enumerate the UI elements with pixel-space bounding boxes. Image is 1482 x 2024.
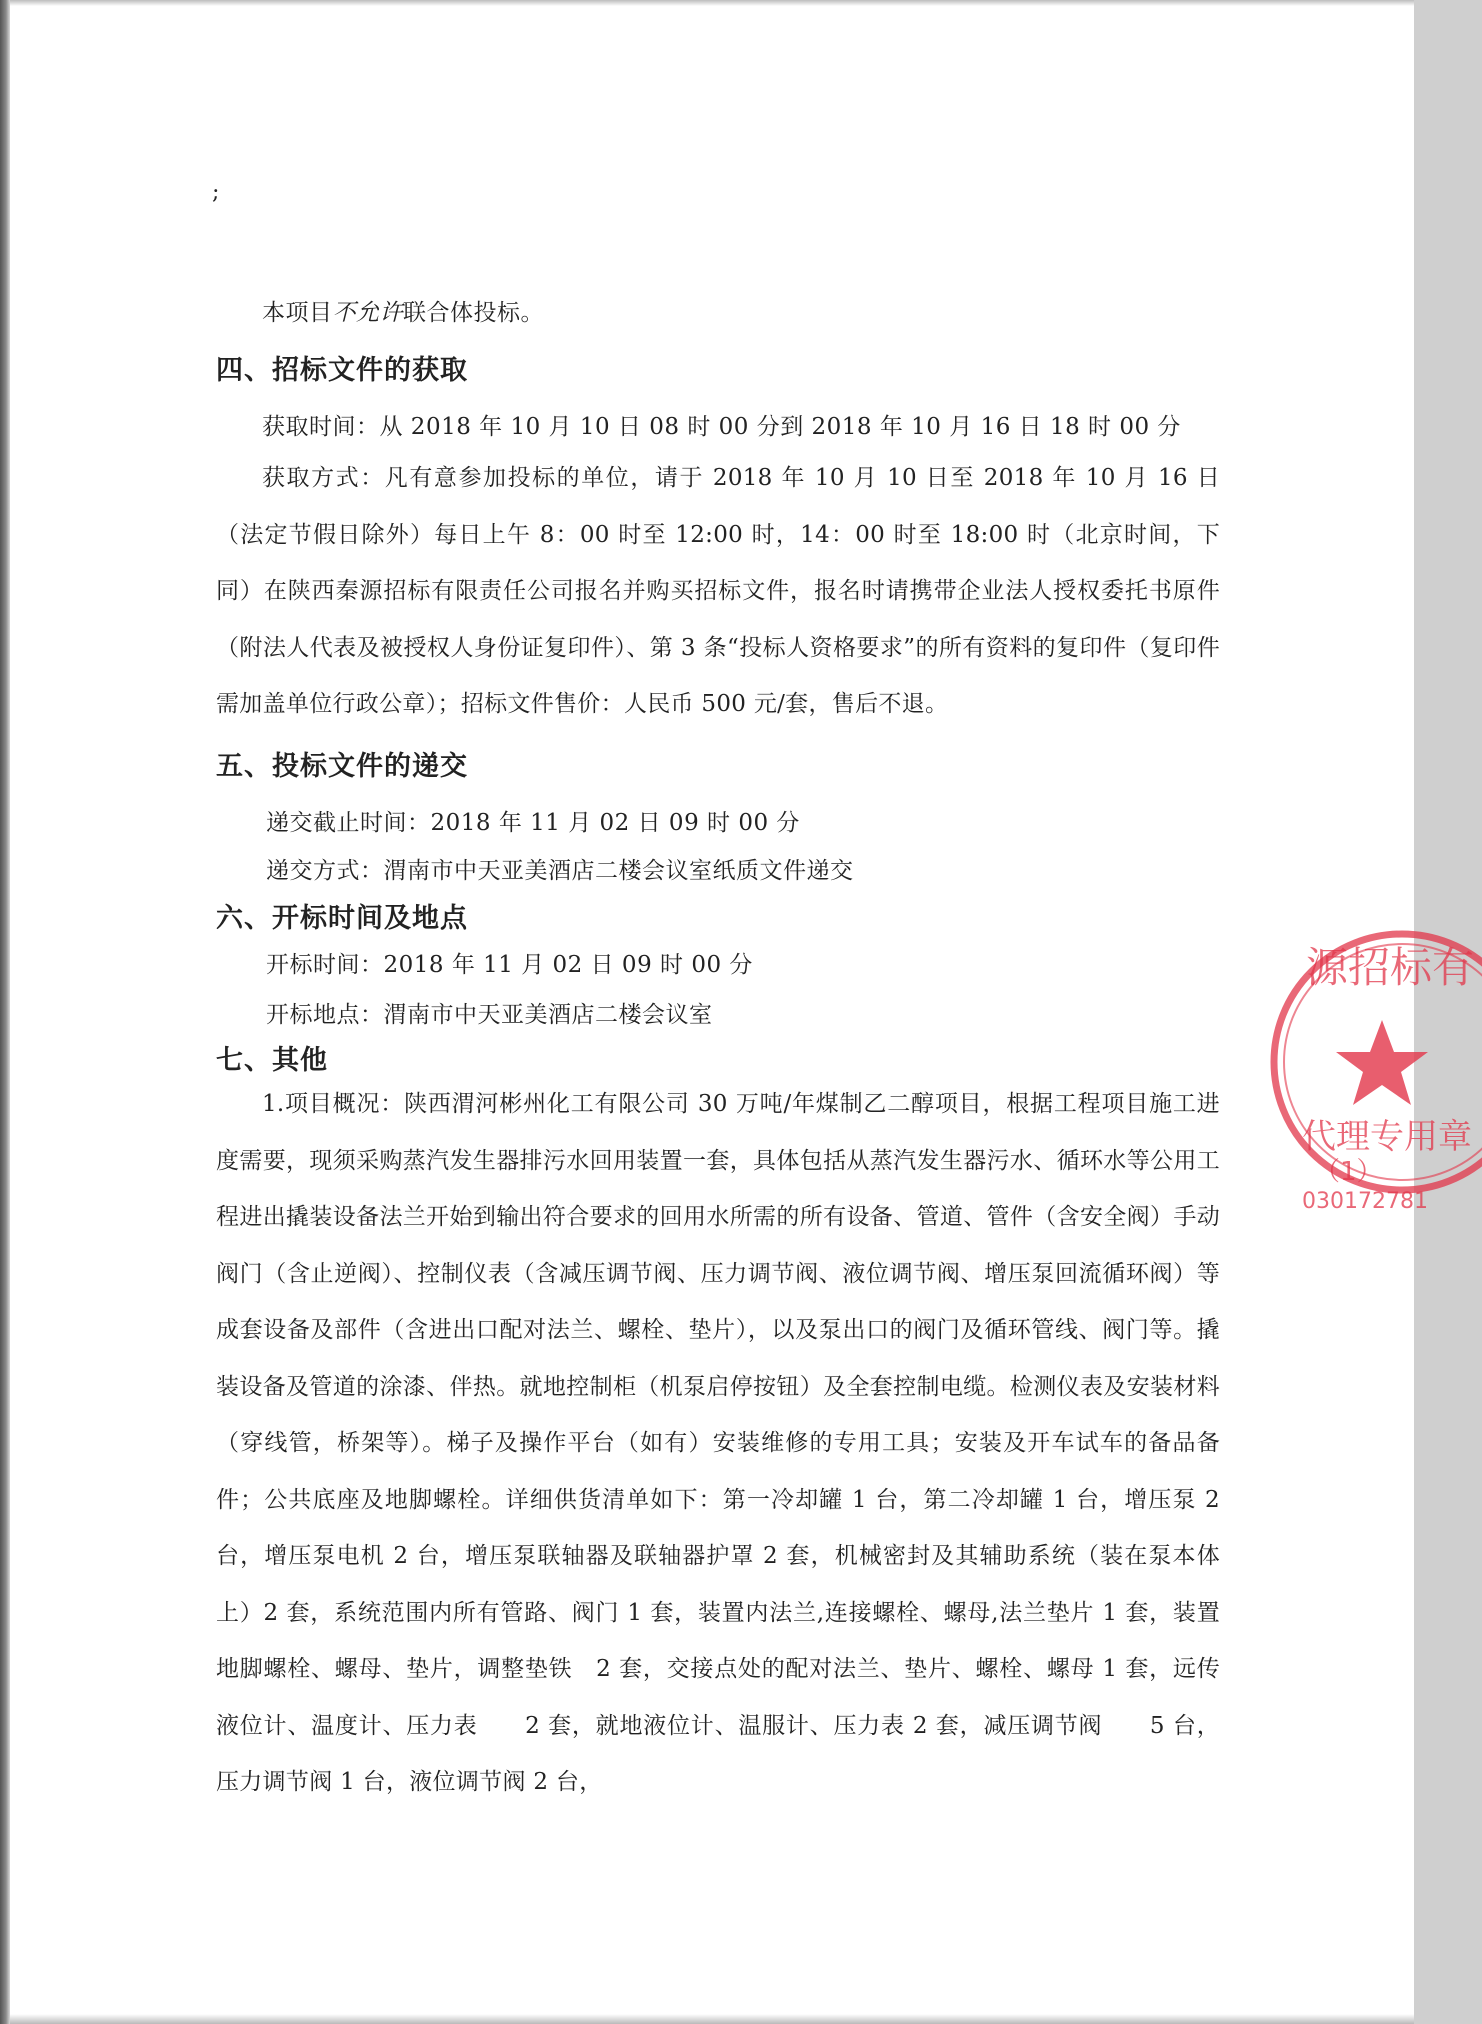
consortium-suffix: 联合体投标。 bbox=[403, 300, 544, 326]
section-7-heading: 七、其他 bbox=[216, 1045, 328, 1076]
section-7-overview: 1.项目概况：陕西渭河彬州化工有限公司 30 万吨/年煤制乙二醇项目，根据工程项目施工进度需要，现须采购蒸汽发生器排污水回用装置一套，具体包括从蒸汽发生器污水、循环水等公用工程进出撬装设备法兰开始到输出符合要求的回用水所需的所有设备、管道、管件（含安全阀）手动阀门（含止逆阀）、控制仪表（含减压调节阀、压力调节阀、液位调节阀、增压泵回流循环阀）等成套设备及部件（含进出口配对法兰、螺栓、垫片），以及泵出口的阀门及循环管线、阀门等。撬装设备及管道的涂漆、伴热。就地控制柜（机泵启停按钮）及全套控制电缆。检测仪表及安装材料（穿线管，桥架等）。梯子及操作平台（如有）安装维修的专用工具；安装及开车试车的备品备件；公共底座及地脚螺栓。详细供货清单如下：第一冷却罐 1 台，第二冷却罐 1 台，增压泵 2 台，增压泵电机 2 台，增压泵联轴器及联轴器护罩 2 套，机械密封及其辅助系统（装在泵本体上）2 套，系统范围内所有管路、阀门 1 套，装置内法兰,连接螺栓、螺母,法兰垫片 1 套，装置地脚螺栓、螺母、垫片，调整垫铁 2 套，交接点处的配对法兰、垫片、螺栓、螺母 1 套，远传液位计、温度计、压力表 2 套，就地液位计、温服计、压力表 2 套，减压调节阀 5 台，压力调节阀 1 台，液位调节阀 2 台， bbox=[216, 1091, 1220, 1795]
scan-left-edge bbox=[0, 0, 10, 2024]
scan-top-edge bbox=[10, 0, 1414, 6]
seal-bottom-text: 代理专用章 bbox=[1302, 1117, 1472, 1157]
section-4-heading: 四、招标文件的获取 bbox=[216, 355, 468, 386]
seal-serial: 030172781 bbox=[1302, 1189, 1428, 1214]
section-6-heading: 六、开标时间及地点 bbox=[216, 903, 468, 934]
seal-top-text: 源招标有 bbox=[1306, 943, 1475, 992]
official-seal bbox=[1272, 912, 1482, 1212]
seal-star-icon bbox=[1336, 1020, 1428, 1105]
consortium-prefix: 本项目 bbox=[262, 300, 333, 326]
section-4-method: 获取方式：凡有意参加投标的单位，请于 2018 年 10 月 10 日至 2018 年 10 月 16 日（法定节假日除外）每日上午 8：00 时至 12:00 时，14：00 时至 18:00 时（北京时间，下同）在陕西秦源招标有限责任公司报名并购买招标文件，报名时请携带企业法人授权委托书原件（附法人代表及被授权人身份证复印件）、第 3 条“投标人资格要求”的所有资料的复印件（复印件需加盖单位行政公章）；招标文件售价：人民币 500 元/套，售后不退。 bbox=[216, 465, 1220, 717]
section-6-time: 开标时间：2018 年 11 月 02 日 09 时 00 分 bbox=[266, 952, 753, 978]
seal-number-label: （1） bbox=[1314, 1157, 1383, 1187]
consortium-emphasis: 不允许 bbox=[332, 300, 403, 326]
stray-semicolon: ; bbox=[212, 180, 220, 205]
section-5-heading: 五、投标文件的递交 bbox=[216, 751, 468, 782]
section-5-deadline: 递交截止时间：2018 年 11 月 02 日 09 时 00 分 bbox=[266, 810, 800, 836]
section-4-time: 获取时间：从 2018 年 10 月 10 日 08 时 00 分到 2018 年 10 月 16 日 18 时 00 分 bbox=[262, 414, 1181, 440]
section-5-method: 递交方式：渭南市中天亚美酒店二楼会议室纸质文件递交 bbox=[266, 858, 854, 884]
section-6-place: 开标地点：渭南市中天亚美酒店二楼会议室 bbox=[266, 1002, 713, 1028]
document-page bbox=[10, 0, 1475, 2024]
scan-bottom-edge bbox=[10, 2014, 1414, 2024]
consortium-line bbox=[262, 294, 544, 327]
